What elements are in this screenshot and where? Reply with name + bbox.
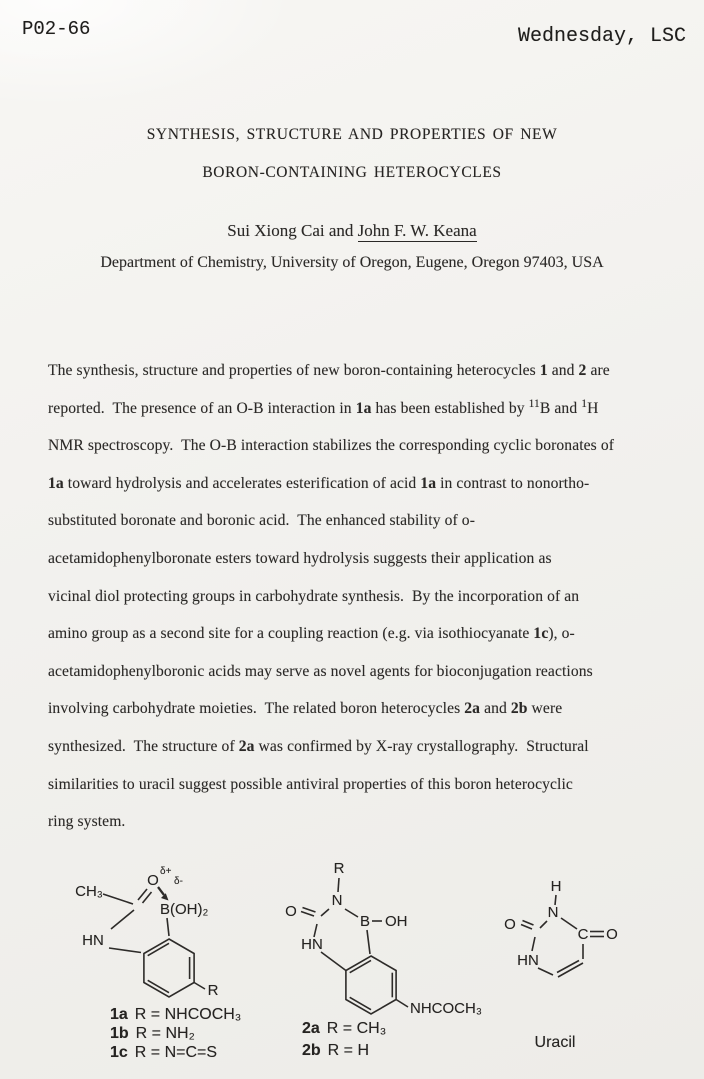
bond: [103, 894, 133, 904]
substituent-label-r: R: [207, 982, 219, 999]
compound-substituent: R = NH₂: [135, 1024, 195, 1042]
bond: [338, 878, 339, 892]
abstract-body: [48, 352, 688, 841]
compound-2-legend: [302, 1018, 386, 1062]
abstract-line: substituted boronate and boronic acid. The enhanced stability of o-: [48, 512, 475, 530]
bond-double: [523, 921, 534, 926]
legend-row: [110, 1006, 241, 1025]
atom-label-n: N: [547, 904, 559, 921]
bond: [321, 909, 329, 916]
authors-line: [0, 221, 704, 241]
compound-substituent: R = N=C=S: [134, 1043, 218, 1061]
bond: [345, 909, 358, 917]
compound-id: 2a: [302, 1020, 320, 1037]
abstract-line: NMR spectroscopy. The O-B interaction stabilizes the corresponding cyclic boronates of: [48, 437, 615, 455]
compound-id: 1a: [110, 1006, 128, 1023]
atom-label-nhcoch3: NHCOCH₃: [410, 1000, 482, 1017]
bond: [194, 983, 205, 990]
atom-label-n: N: [331, 892, 343, 909]
bond: [396, 1000, 408, 1008]
title-line-1: SYNTHESIS, STRUCTURE AND PROPERTIES OF NEW: [146, 126, 558, 143]
poster-code: P02-66: [22, 18, 91, 40]
atom-label-b: B: [359, 913, 371, 930]
legend-row: [110, 1025, 241, 1044]
compound-substituent: R = H: [327, 1042, 370, 1059]
abstract-line: ring system.: [48, 813, 126, 831]
abstract-line: acetamidophenylboronate esters toward hydrolysis suggests their application as: [48, 549, 552, 567]
abstract-line: vicinal diol protecting groups in carbohydrate synthesis. By the incorporation of an: [48, 587, 580, 605]
affiliation: Department of Chemistry, University of Oregon, Eugene, Oregon 97403, USA: [100, 254, 604, 271]
legend-row: [302, 1018, 386, 1040]
session-label: Wednesday, LSC: [517, 25, 686, 48]
atom-label-boh2: B(OH)₂: [160, 901, 209, 918]
bond: [109, 948, 141, 953]
uracil-caption: Uracil: [534, 1034, 576, 1051]
atom-label-ch3: CH₃: [75, 883, 103, 900]
atom-label-o: O: [285, 903, 297, 920]
bond: [540, 921, 547, 928]
abstract-line: synthesized. The structure of 2a was confirmed by X-ray crystallography. Structural: [48, 737, 589, 755]
atom-label-o-left: O: [504, 916, 516, 933]
abstract-line: 1a toward hydrolysis and accelerates esterification of acid 1a in contrast to nonortho-: [48, 474, 590, 492]
compound-2-structure: [270, 852, 500, 1020]
ob-interaction-arrow-icon: [158, 887, 164, 895]
atom-label-hn: HN: [517, 952, 539, 969]
uracil-structure: [495, 865, 680, 1000]
bond: [167, 918, 169, 936]
atom-label-h: H: [550, 878, 562, 895]
bond: [561, 918, 577, 929]
abstract-line: reported. The presence of an O-B interaction in 1a has been established by $^{11}$B and $^1$H: [48, 397, 599, 417]
compound-1-legend: [110, 1006, 241, 1062]
abstract-line: involving carbohydrate moieties. The related boron heterocycles 2a and 2b were: [48, 700, 563, 718]
compound-substituent: R = CH₃: [326, 1020, 387, 1037]
bond: [367, 930, 370, 954]
abstract-line: The synthesis, structure and properties of new boron-containing heterocycles 1 and 2 are: [48, 362, 610, 379]
compound-id: 1b: [110, 1024, 129, 1042]
abstract-line: amino group as a second site for a coupling reaction (e.g. via isothiocyanate 1c), o-: [48, 625, 575, 643]
bond-double: [303, 908, 316, 913]
atom-label-hn: HN: [82, 932, 104, 949]
legend-row: [110, 1044, 241, 1063]
compound-id: 1c: [110, 1043, 128, 1061]
substituent-label-r: R: [333, 860, 345, 877]
compound-id: 2b: [302, 1042, 321, 1059]
abstract-line: acetamidophenylboronic acids may serve as novel agents for bioconjugation reactions: [48, 662, 593, 680]
benzene-ring: [346, 956, 396, 1014]
bond: [321, 952, 346, 971]
atom-label-o: O: [147, 872, 159, 889]
abstract-line: similarities to uracil suggest possible antiviral properties of this boron heterocyclic: [48, 775, 573, 793]
bond: [111, 910, 134, 929]
author-1: Sui Xiong Cai and: [227, 221, 358, 240]
compound-substituent: R = NHCOCH₃: [134, 1006, 242, 1023]
atom-label-hn: HN: [301, 936, 323, 953]
legend-row: [302, 1040, 386, 1062]
bond-double: [301, 912, 314, 917]
benzene-ring: [144, 939, 194, 997]
atom-label-oh: OH: [385, 913, 408, 930]
bond: [538, 968, 553, 975]
bond-double: [521, 925, 532, 930]
delta-minus-label: δ-: [174, 876, 183, 887]
bond: [532, 937, 535, 951]
author-2-underlined: John F. W. Keana: [357, 221, 477, 240]
delta-plus-label: δ+: [160, 866, 172, 877]
atom-label-o-right: O: [606, 926, 618, 943]
compound-1-structure: [55, 858, 230, 1008]
atom-label-c: C: [577, 926, 589, 943]
title-line-2: BORON-CONTAINING HETEROCYCLES: [202, 164, 502, 181]
